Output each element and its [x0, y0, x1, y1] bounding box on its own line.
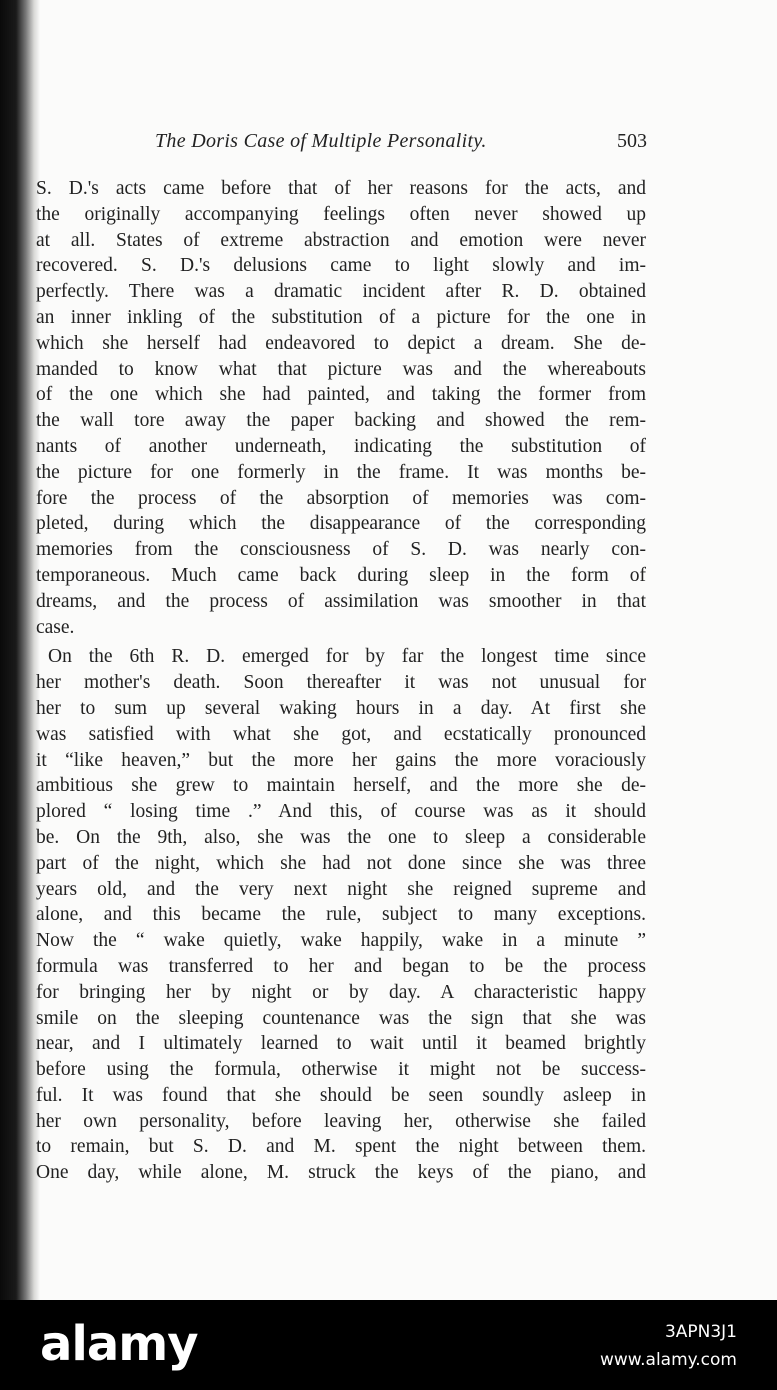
text-line: memories from the consciousness of S. D. was nearly con-: [36, 539, 646, 561]
watermark-bar: [0, 1300, 777, 1390]
text-line: smile on the sleeping countenance was the sign that she was: [36, 1007, 646, 1029]
text-line: case.: [36, 616, 75, 638]
text-line: near, and I ultimately learned to wait until it beamed brightly: [36, 1033, 646, 1055]
text-line: perfectly. There was a dramatic incident after R. D. obtained: [36, 281, 646, 303]
text-line: her to sum up several waking hours in a day. At first she: [36, 697, 646, 719]
body-text: [36, 176, 646, 1186]
text-line: before using the formula, otherwise it might not be success-: [36, 1059, 646, 1081]
running-head: [0, 130, 777, 160]
text-line: alone, and this became the rule, subject to many exceptions.: [36, 904, 646, 926]
text-line: Now the “ wake quietly, wake happily, wake in a minute ”: [36, 930, 646, 952]
text-line: temporaneous. Much came back during sleep in the form of: [36, 564, 646, 586]
text-line: the picture for one formerly in the frame. It was months be-: [36, 461, 646, 483]
text-line: an inner inkling of the substitution of a picture for the one in: [36, 306, 646, 328]
text-line: fore the process of the absorption of memories was com-: [36, 487, 646, 509]
text-line: recovered. S. D.'s delusions came to light slowly and im-: [36, 255, 646, 277]
text-line: to remain, but S. D. and M. spent the night between them.: [36, 1136, 646, 1158]
text-line: pleted, during which the disappearance of the corresponding: [36, 513, 646, 535]
watermark-logo: alamy: [40, 1316, 198, 1372]
text-line: be. On the 9th, also, she was the one to sleep a considerable: [36, 826, 646, 848]
text-line: her own personality, before leaving her, otherwise she failed: [36, 1110, 646, 1132]
text-line: it “like heaven,” but the more her gains the more voraciously: [36, 749, 646, 771]
text-line: ful. It was found that she should be seen soundly asleep in: [36, 1084, 646, 1106]
text-line: One day, while alone, M. struck the keys of the piano, and: [36, 1162, 646, 1184]
text-line: ambitious she grew to maintain herself, and the more she de-: [36, 775, 646, 797]
text-line: for bringing her by night or by day. A characteristic happy: [36, 981, 646, 1003]
text-line: plored “ losing time .” And this, of course was as it should: [36, 801, 646, 823]
watermark-url: www.alamy.com: [599, 1350, 737, 1370]
running-title: The Doris Case of Multiple Personality.: [155, 130, 487, 152]
text-line: her mother's death. Soon thereafter it was not unusual for: [36, 672, 646, 694]
text-line: at all. States of extreme abstraction and emotion were never: [36, 229, 646, 251]
text-line: manded to know what that picture was and the whereabouts: [36, 358, 646, 380]
text-line: the wall tore away the paper backing and showed the rem-: [36, 410, 646, 432]
text-line: was satisfied with what she got, and ecstatically pronounced: [36, 723, 646, 745]
text-line: which she herself had endeavored to depict a dream. She de-: [36, 332, 646, 354]
book-gutter-shadow: [0, 0, 40, 1300]
text-line: years old, and the very next night she reigned supreme and: [36, 878, 646, 900]
text-line: S. D.'s acts came before that of her reasons for the acts, and: [36, 178, 646, 199]
text-line: nants of another underneath, indicating the substitution of: [36, 435, 646, 457]
text-line: formula was transferred to her and began to be the process: [36, 955, 646, 977]
text-line: of the one which she had painted, and taking the former from: [36, 384, 646, 406]
text-line: On the 6th R. D. emerged for by far the longest time since: [48, 646, 646, 668]
text-line: dreams, and the process of assimilation was smoother in that: [36, 590, 646, 612]
page-number: 503: [617, 130, 647, 152]
text-line: part of the night, which she had not done since she was three: [36, 852, 646, 874]
watermark-image-id: 3APN3J1: [664, 1322, 737, 1342]
text-line: the originally accompanying feelings often never showed up: [36, 203, 646, 225]
